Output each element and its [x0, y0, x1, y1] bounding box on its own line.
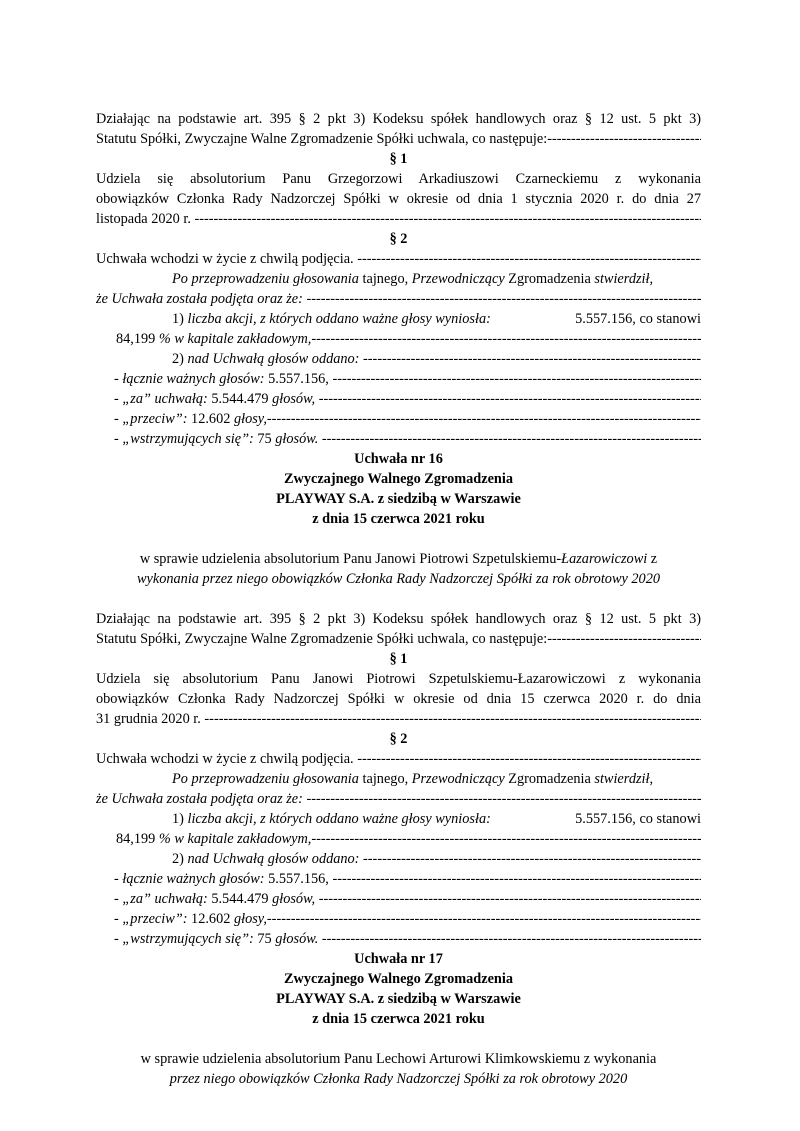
filler-dashes: [267, 409, 701, 429]
filler-dashes: [204, 709, 701, 729]
resolution-body-name: Zwyczajnego Walnego Zgromadzenia: [283, 971, 513, 987]
vote-result-line: 1) liczba akcji, z których oddano ważne głosy wyniosła: 5.557.156, co stanowi: [172, 811, 701, 827]
resolution-subject: w sprawie udzielenia absolutorium Panu Lechowi Arturowi Klimkowskiemu z wykonania: [140, 1051, 657, 1067]
vote-count-line: - łącznie ważnych głosów: 5.557.156, -----: [96, 369, 701, 389]
resolution-subject: przez niego obowiązków Członka Rady Nadzorczej Spółki za rok obrotowy 2020: [169, 1071, 628, 1087]
vote-result-line: 1) liczba akcji, z których oddano ważne głosy wyniosła: 5.557.156, co stanowi: [172, 311, 701, 327]
filler-dashes: [311, 329, 701, 349]
vote-count-line: - „przeciw”: 12.602 głosy, -----: [96, 409, 701, 429]
section-number: § 1: [389, 151, 408, 167]
paragraph-line: Statutu Spółki, Zwyczajne Walne Zgromadzenie Spółki uchwala, co następuje: -----: [96, 129, 701, 149]
paragraph-line: Działając na podstawie art. 395 § 2 pkt 3) Kodeksu spółek handlowych oraz § 12 ust. 5 pkt 3): [96, 611, 701, 627]
resolution-date: z dnia 15 czerwca 2021 roku: [312, 1011, 485, 1027]
vote-count-line: - „za” uchwałą: 5.544.479 głosów, -----: [96, 889, 701, 909]
vote-count-line: - łącznie ważnych głosów: 5.557.156, -----: [96, 869, 701, 889]
vote-count-line: - „wstrzymujących się”: 75 głosów. -----: [96, 429, 701, 449]
vote-result-line: 2) nad Uchwałą głosów oddano: -----: [96, 349, 701, 369]
filler-dashes: [332, 369, 701, 389]
filler-dashes: [306, 289, 701, 309]
filler-dashes: [332, 869, 701, 889]
paragraph-line: Uchwała wchodzi w życie z chwilą podjęcia. -----: [96, 749, 701, 769]
paragraph-line: listopada 2020 r. -----: [96, 209, 701, 229]
filler-dashes: [357, 749, 701, 769]
company-name: PLAYWAY S.A. z siedzibą w Warszawie: [276, 991, 521, 1007]
filler-dashes: [322, 429, 701, 449]
filler-dashes: [322, 929, 701, 949]
resolution-16-body: [96, 609, 701, 949]
vote-count-line: - „wstrzymujących się”: 75 głosów. -----: [96, 929, 701, 949]
vote-intro-line: Po przeprowadzeniu głosowania tajnego, Przewodniczący Zgromadzenia stwierdził,: [172, 771, 654, 787]
section-number: § 2: [389, 231, 408, 247]
paragraph-line: Działając na podstawie art. 395 § 2 pkt 3) Kodeksu spółek handlowych oraz § 12 ust. 5 pkt 3): [96, 111, 701, 127]
paragraph-line: 31 grudnia 2020 r. -----: [96, 709, 701, 729]
paragraph-line: obowiązków Członka Rady Nadzorczej Spółki w okresie od dnia 1 stycznia 2020 r. do dnia 27: [96, 191, 701, 207]
paragraph-line: Udziela się absolutorium Panu Janowi Piotrowi Szpetulskiemu-Łazarowiczowi z wykonania: [96, 671, 701, 687]
vote-result-line: 2) nad Uchwałą głosów oddano: -----: [96, 849, 701, 869]
paragraph-line: obowiązków Członka Rady Nadzorczej Spółki w okresie od dnia 15 czerwca 2020 r. do dnia: [96, 691, 701, 707]
vote-result-line: 84,199 % w kapitale zakładowym, -----: [96, 829, 701, 849]
paragraph-line: Udziela się absolutorium Panu Grzegorzowi Arkadiuszowi Czarneckiemu z wykonania: [96, 171, 701, 187]
document-page: [96, 109, 701, 1089]
resolution-16-header: [96, 449, 701, 609]
resolution-subject: w sprawie udzielenia absolutorium Panu Janowi Piotrowi Szpetulskiemu-Łazarowiczowi z: [139, 551, 658, 567]
vote-count-line: - „za” uchwałą: 5.544.479 głosów, -----: [96, 389, 701, 409]
resolution-title: Uchwała nr 17: [354, 951, 443, 967]
paragraph-line: Uchwała wchodzi w życie z chwilą podjęcia. -----: [96, 249, 701, 269]
vote-count-line: - „przeciw”: 12.602 głosy, -----: [96, 909, 701, 929]
resolution-subject: wykonania przez niego obowiązków Członka Rady Nadzorczej Spółki za rok obrotowy 2020: [137, 571, 660, 587]
resolution-17-header: [96, 949, 701, 1089]
filler-dashes: [363, 349, 701, 369]
vote-intro-line: że Uchwała została podjęta oraz że: -----: [96, 289, 701, 309]
resolution-date: z dnia 15 czerwca 2021 roku: [312, 511, 485, 527]
filler-dashes: [267, 909, 701, 929]
filler-dashes: [311, 829, 701, 849]
filler-dashes: [547, 129, 701, 149]
filler-dashes: [547, 629, 701, 649]
filler-dashes: [306, 789, 701, 809]
filler-dashes: [363, 849, 701, 869]
section-number: § 2: [389, 731, 408, 747]
filler-dashes: [319, 389, 701, 409]
resolution-body-name: Zwyczajnego Walnego Zgromadzenia: [283, 471, 513, 487]
vote-intro-line: że Uchwała została podjęta oraz że: -----: [96, 789, 701, 809]
vote-intro-line: Po przeprowadzeniu głosowania tajnego, Przewodniczący Zgromadzenia stwierdził,: [172, 271, 654, 287]
resolution-title: Uchwała nr 16: [354, 451, 443, 467]
filler-dashes: [194, 209, 701, 229]
filler-dashes: [319, 889, 701, 909]
filler-dashes: [357, 249, 701, 269]
section-number: § 1: [389, 651, 408, 667]
resolution-15-body: [96, 109, 701, 449]
vote-result-line: 84,199 % w kapitale zakładowym, -----: [96, 329, 701, 349]
paragraph-line: Statutu Spółki, Zwyczajne Walne Zgromadzenie Spółki uchwala, co następuje: -----: [96, 629, 701, 649]
company-name: PLAYWAY S.A. z siedzibą w Warszawie: [276, 491, 521, 507]
